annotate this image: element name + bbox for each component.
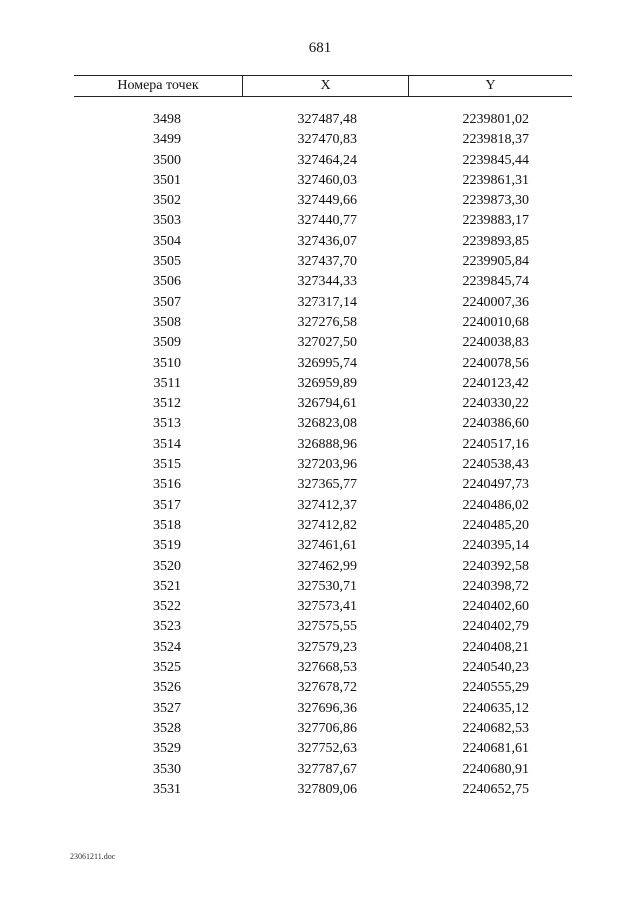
- table-row: [74, 617, 572, 637]
- table-row: [74, 516, 572, 536]
- point-number-cell: 3503: [153, 213, 181, 229]
- y-coordinate-cell: 2239893,85: [462, 233, 529, 249]
- x-coordinate-cell: 327696,36: [297, 700, 357, 716]
- y-coordinate-cell: 2240652,75: [462, 781, 529, 797]
- table-row: [74, 313, 572, 333]
- table-row: [74, 699, 572, 719]
- y-coordinate-cell: 2239873,30: [462, 193, 529, 209]
- x-coordinate-cell: 327530,71: [297, 578, 357, 594]
- y-coordinate-cell: 2239801,02: [462, 112, 529, 127]
- table-row: [74, 557, 572, 577]
- point-number-cell: 3520: [153, 558, 181, 574]
- table-header: [74, 75, 572, 97]
- x-coordinate-cell: 327752,63: [297, 741, 357, 757]
- point-number-cell: 3521: [153, 578, 181, 594]
- point-number-cell: 3525: [153, 660, 181, 676]
- x-coordinate-cell: 327440,77: [297, 213, 357, 229]
- y-coordinate-cell: 2240680,91: [462, 761, 529, 777]
- point-number-cell: 3516: [153, 477, 181, 493]
- table-row: [74, 110, 572, 130]
- point-number-cell: 3509: [153, 335, 181, 351]
- table-row: [74, 577, 572, 597]
- point-number-cell: 3513: [153, 416, 181, 432]
- y-coordinate-cell: 2240682,53: [462, 720, 529, 736]
- table-row: [74, 272, 572, 292]
- x-coordinate-cell: 326959,89: [297, 375, 357, 391]
- point-number-cell: 3523: [153, 619, 181, 635]
- y-coordinate-cell: 2240485,20: [462, 517, 529, 533]
- x-coordinate-cell: 326888,96: [297, 436, 357, 452]
- y-coordinate-cell: 2240681,61: [462, 741, 529, 757]
- x-coordinate-cell: 327276,58: [297, 314, 357, 330]
- table-row: [74, 780, 572, 800]
- table-row: [74, 678, 572, 698]
- point-number-cell: 3528: [153, 720, 181, 736]
- table-row: [74, 252, 572, 272]
- y-coordinate-cell: 2240007,36: [462, 294, 529, 310]
- x-coordinate-cell: 327412,82: [297, 517, 357, 533]
- table-row: [74, 333, 572, 353]
- table-row: [74, 130, 572, 150]
- table-row: [74, 354, 572, 374]
- x-coordinate-cell: 326794,61: [297, 396, 357, 412]
- table-row: [74, 638, 572, 658]
- table-row: [74, 658, 572, 678]
- point-number-cell: 3501: [153, 172, 181, 188]
- y-coordinate-cell: 2240386,60: [462, 416, 529, 432]
- point-number-cell: 3512: [153, 396, 181, 412]
- point-number-cell: 3498: [153, 112, 181, 127]
- x-coordinate-cell: 327787,67: [297, 761, 357, 777]
- point-number-cell: 3519: [153, 538, 181, 554]
- table-row: [74, 496, 572, 516]
- x-coordinate-cell: 327470,83: [297, 132, 357, 148]
- table-row: [74, 760, 572, 780]
- point-number-cell: 3511: [153, 375, 181, 391]
- table-row: [74, 739, 572, 759]
- x-coordinate-cell: 327461,61: [297, 538, 357, 554]
- table-row: [74, 475, 572, 495]
- point-number-cell: 3515: [153, 457, 181, 473]
- y-coordinate-cell: 2239905,84: [462, 254, 529, 270]
- y-coordinate-cell: 2240402,60: [462, 599, 529, 615]
- point-number-cell: 3522: [153, 599, 181, 615]
- y-coordinate-cell: 2240497,73: [462, 477, 529, 493]
- point-number-cell: 3500: [153, 152, 181, 168]
- x-coordinate-cell: 327706,86: [297, 720, 357, 736]
- x-coordinate-cell: 327317,14: [297, 294, 357, 310]
- x-coordinate-cell: 327344,33: [297, 274, 357, 290]
- x-coordinate-cell: 327365,77: [297, 477, 357, 493]
- coordinates-table-body: [74, 110, 572, 800]
- x-coordinate-cell: 327575,55: [297, 619, 357, 635]
- point-number-cell: 3526: [153, 680, 181, 696]
- point-number-cell: 3506: [153, 274, 181, 290]
- y-coordinate-cell: 2240395,14: [462, 538, 529, 554]
- point-number-cell: 3507: [153, 294, 181, 310]
- y-coordinate-cell: 2240123,42: [462, 375, 529, 391]
- x-coordinate-cell: 327668,53: [297, 660, 357, 676]
- y-coordinate-cell: 2240402,79: [462, 619, 529, 635]
- header-point-numbers: Номера точек: [117, 78, 199, 93]
- point-number-cell: 3518: [153, 517, 181, 533]
- x-coordinate-cell: 327462,99: [297, 558, 357, 574]
- table-row: [74, 719, 572, 739]
- y-coordinate-cell: 2240538,43: [462, 457, 529, 473]
- page-number: 681: [308, 40, 332, 56]
- table-row: [74, 597, 572, 617]
- point-number-cell: 3510: [153, 355, 181, 371]
- point-number-cell: 3508: [153, 314, 181, 330]
- y-coordinate-cell: 2240010,68: [462, 314, 529, 330]
- x-coordinate-cell: 327449,66: [297, 193, 357, 209]
- y-coordinate-cell: 2239845,44: [462, 152, 529, 168]
- point-number-cell: 3502: [153, 193, 181, 209]
- header-y: Y: [408, 76, 572, 96]
- table-row: [74, 455, 572, 475]
- x-coordinate-cell: 327203,96: [297, 457, 357, 473]
- x-coordinate-cell: 327437,70: [297, 254, 357, 270]
- table-row: [74, 435, 572, 455]
- footer-doc-name: 23061211.doc: [70, 852, 116, 861]
- point-number-cell: 3505: [153, 254, 181, 270]
- y-coordinate-cell: 2240635,12: [462, 700, 529, 716]
- point-number-cell: 3524: [153, 639, 181, 655]
- y-coordinate-cell: 2240540,23: [462, 660, 529, 676]
- table-row: [74, 374, 572, 394]
- x-coordinate-cell: 327678,72: [297, 680, 357, 696]
- x-coordinate-cell: 326995,74: [297, 355, 357, 371]
- table-row: [74, 151, 572, 171]
- x-coordinate-cell: 327460,03: [297, 172, 357, 188]
- header-x: X: [242, 76, 408, 96]
- point-number-cell: 3499: [153, 132, 181, 148]
- table-row: [74, 536, 572, 556]
- y-coordinate-cell: 2239861,31: [462, 172, 529, 188]
- y-coordinate-cell: 2240038,83: [462, 335, 529, 351]
- table-row: [74, 232, 572, 252]
- table-row: [74, 293, 572, 313]
- y-coordinate-cell: 2239883,17: [462, 213, 529, 229]
- y-coordinate-cell: 2240555,29: [462, 680, 529, 696]
- y-coordinate-cell: 2240486,02: [462, 497, 529, 513]
- y-coordinate-cell: 2239845,74: [462, 274, 529, 290]
- point-number-cell: 3530: [153, 761, 181, 777]
- point-number-cell: 3531: [153, 781, 181, 797]
- point-number-cell: 3517: [153, 497, 181, 513]
- y-coordinate-cell: 2240517,16: [462, 436, 529, 452]
- x-coordinate-cell: 327027,50: [297, 335, 357, 351]
- table-row: [74, 211, 572, 231]
- table-row: [74, 171, 572, 191]
- point-number-cell: 3529: [153, 741, 181, 757]
- point-number-cell: 3504: [153, 233, 181, 249]
- x-coordinate-cell: 327573,41: [297, 599, 357, 615]
- x-coordinate-cell: 327579,23: [297, 639, 357, 655]
- x-coordinate-cell: 327809,06: [297, 781, 357, 797]
- table-row: [74, 394, 572, 414]
- x-coordinate-cell: 327436,07: [297, 233, 357, 249]
- point-number-cell: 3527: [153, 700, 181, 716]
- y-coordinate-cell: 2240408,21: [462, 639, 529, 655]
- x-coordinate-cell: 327487,48: [297, 112, 357, 127]
- y-coordinate-cell: 2239818,37: [462, 132, 529, 148]
- x-coordinate-cell: 327464,24: [297, 152, 357, 168]
- table-row: [74, 414, 572, 434]
- x-coordinate-cell: 327412,37: [297, 497, 357, 513]
- point-number-cell: 3514: [153, 436, 181, 452]
- y-coordinate-cell: 2240398,72: [462, 578, 529, 594]
- y-coordinate-cell: 2240078,56: [462, 355, 529, 371]
- y-coordinate-cell: 2240330,22: [462, 396, 529, 412]
- table-row: [74, 191, 572, 211]
- x-coordinate-cell: 326823,08: [297, 416, 357, 432]
- y-coordinate-cell: 2240392,58: [462, 558, 529, 574]
